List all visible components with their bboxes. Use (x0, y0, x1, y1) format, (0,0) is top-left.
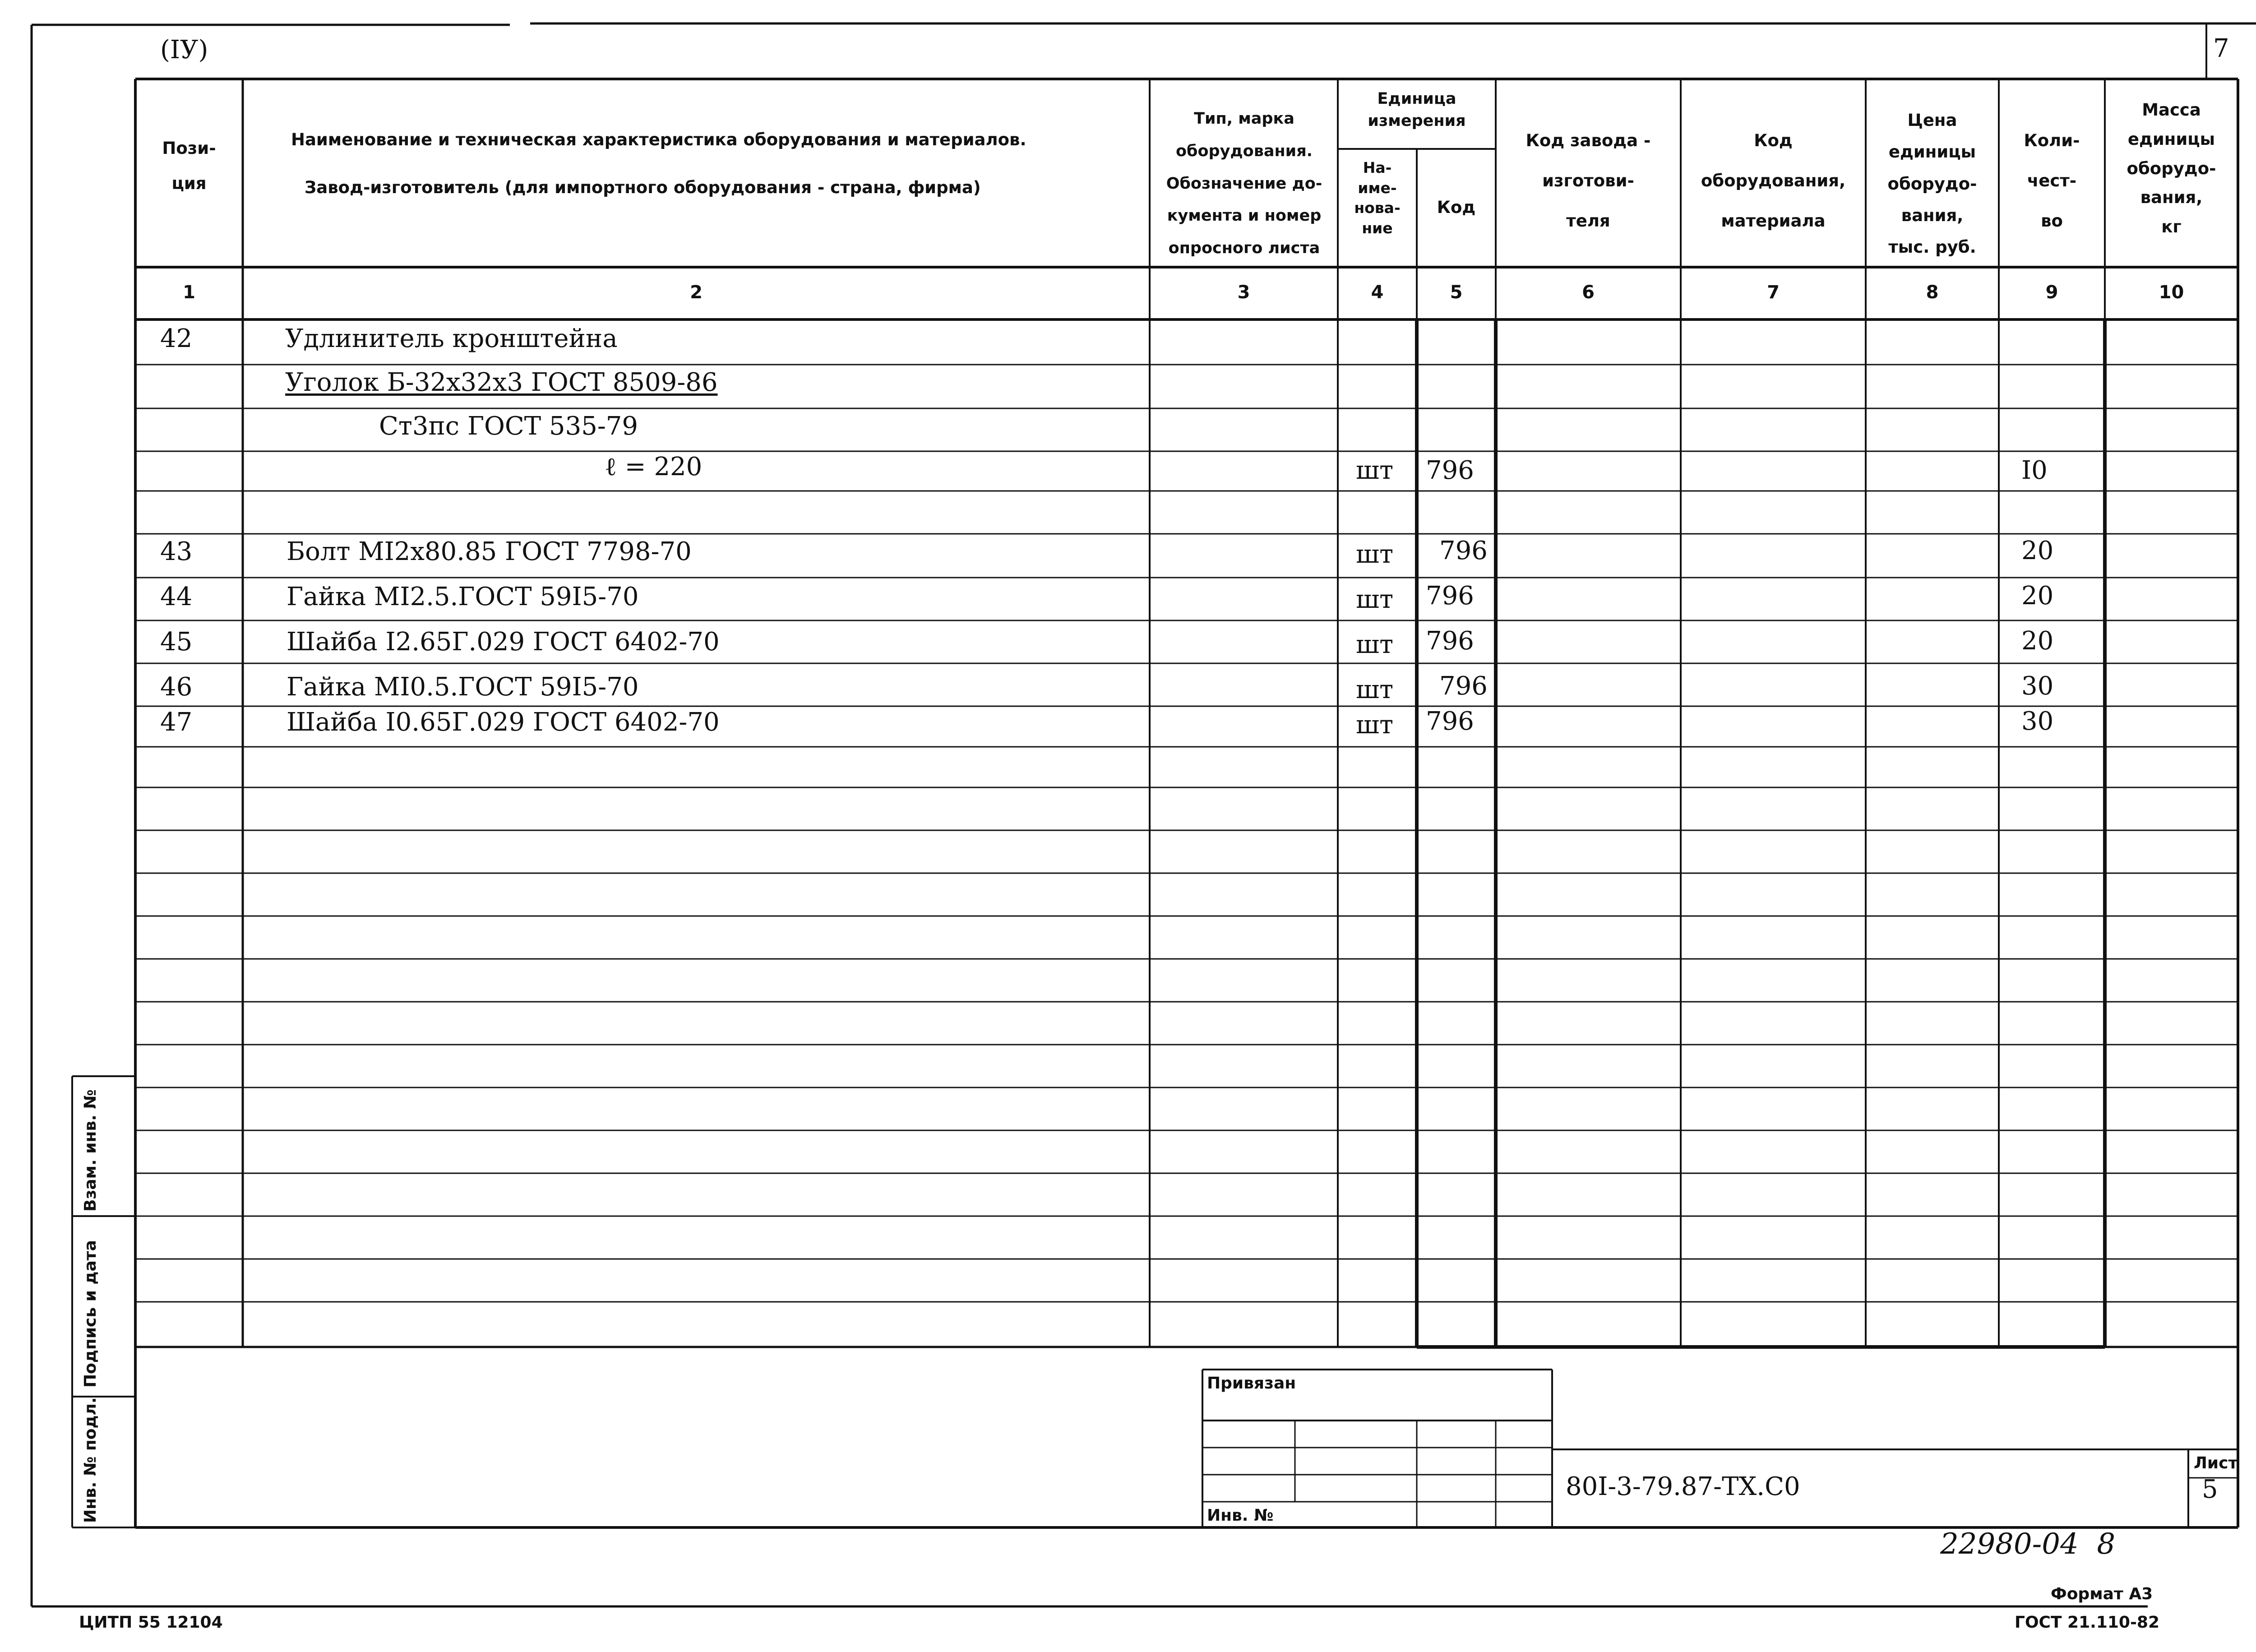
table-row-unit: шт (1356, 710, 1394, 740)
corner-page-number: 7 (2213, 34, 2229, 63)
header-mass: Масса единицы оборудо- вания, кг (2127, 100, 2216, 236)
table-row-position: 46 (160, 672, 193, 702)
header-unit-code: Код (1437, 198, 1476, 217)
table-row-name-text: Уголок Б-32х32х3 ГОСТ 8509-86 (285, 368, 718, 397)
table-row-qty: 30 (2021, 707, 2054, 736)
col-number-2: 2 (690, 282, 703, 303)
table-row-code: 796 (1439, 536, 1488, 565)
table-row-position: 43 (160, 537, 193, 566)
col-number-6: 6 (1582, 282, 1595, 303)
table-row-unit: шт (1356, 585, 1394, 614)
table-row-position: 42 (160, 324, 193, 353)
stamp-privyazan: Привязан (1207, 1374, 1296, 1393)
header-type: Тип, марка оборудования. Обозначение до- кумента и номер опросного листа (1166, 110, 1322, 257)
table-row-unit: шт (1356, 456, 1394, 485)
header-equipment-code: Код оборудования, материала (1701, 131, 1846, 231)
table-row-unit: шт (1356, 540, 1394, 569)
table-row-name: Шайба I0.65Г.029 ГОСТ 6402-70 (287, 708, 720, 737)
header-quantity: Коли- чест- во (2024, 131, 2080, 231)
table-row-name: Гайка МI2.5.ГОСТ 59I5-70 (287, 582, 639, 611)
table-row-qty: 20 (2021, 536, 2054, 565)
table-row-qty: 30 (2021, 671, 2054, 701)
header-price: Цена единицы оборудо- вания, тыс. руб. (1887, 111, 1977, 257)
table-row-code: 796 (1426, 707, 1474, 736)
table-row-code: 796 (1426, 581, 1474, 611)
header-name-line2: Завод-изготовитель (для импортного оборудования - страна, фирма) (305, 178, 981, 197)
table-row-qty: 20 (2021, 581, 2054, 611)
table-row-unit: шт (1356, 630, 1394, 659)
table-row-position: 47 (160, 708, 193, 737)
table-row-qty: I0 (2021, 456, 2048, 485)
side-label-podpis-data: Подпись и дата (81, 1240, 100, 1388)
header-position: Пози- ция (162, 139, 216, 193)
col-number-4: 4 (1371, 282, 1384, 303)
table-row-name: ℓ = 220 (605, 452, 703, 481)
header-name-line1: Наименование и техническая характеристика оборудования и материалов. (291, 130, 1026, 149)
table-row-name: Шайба I2.65Г.029 ГОСТ 6402-70 (287, 627, 720, 657)
side-label-inv-podl: Инв. № подл. (81, 1397, 100, 1523)
sheet-marker: (IУ) (160, 35, 208, 65)
table-row-name: Ст3пс ГОСТ 535-79 (379, 412, 638, 441)
table-row-name: Болт МI2х80.85 ГОСТ 7798-70 (287, 537, 692, 566)
document-code: 80I-3-79.87-ТХ.С0 (1566, 1472, 1800, 1501)
header-factory-code: Код завода - изготови- теля (1526, 131, 1651, 231)
col-number-10: 10 (2159, 282, 2184, 303)
col-number-1: 1 (183, 282, 195, 303)
table-row-position: 44 (160, 582, 193, 611)
table-row-qty: 20 (2021, 626, 2054, 656)
col-number-9: 9 (2045, 282, 2058, 303)
format-label: Формат А3 (2051, 1585, 2153, 1603)
stamp-list-label: Лист (2194, 1454, 2238, 1472)
table-row-code: 796 (1426, 626, 1474, 656)
table-row-code: 796 (1426, 456, 1474, 485)
header-unit-name: На- име- нова- ние (1354, 159, 1401, 237)
table-row-unit: шт (1356, 675, 1394, 704)
handwritten-number: 22980-04 8 (1940, 1527, 2116, 1561)
col-number-3: 3 (1237, 282, 1250, 303)
table-row-name: Удлинитель кронштейна (285, 324, 618, 353)
table-row-name (285, 368, 717, 397)
stamp-list-number: 5 (2202, 1475, 2218, 1504)
col-number-8: 8 (1926, 282, 1939, 303)
header-unit-group: Единица измерения (1368, 90, 1466, 130)
left-footer-label: ЦИТП 55 12104 (79, 1613, 223, 1632)
gost-label: ГОСТ 21.110-82 (2015, 1613, 2160, 1632)
side-label-vzam-inv: Взам. инв. № (81, 1089, 100, 1212)
table-row-position: 45 (160, 627, 193, 657)
table-row-name: Гайка МI0.5.ГОСТ 59I5-70 (287, 672, 639, 702)
table-row-code: 796 (1439, 671, 1488, 701)
stamp-inv-no: Инв. № (1207, 1506, 1274, 1525)
col-number-5: 5 (1450, 282, 1463, 303)
col-number-7: 7 (1767, 282, 1780, 303)
